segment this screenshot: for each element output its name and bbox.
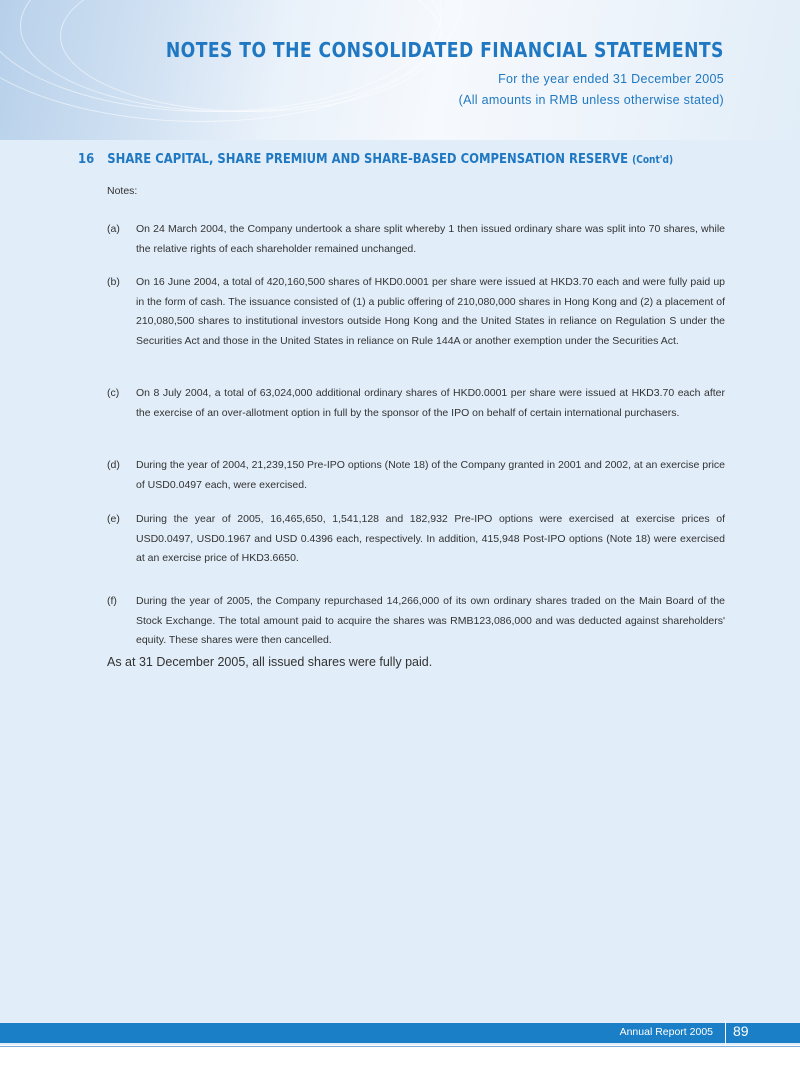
closing-statement: As at 31 December 2005, all issued shares were fully paid. [107,655,433,669]
note-item-f [107,592,725,651]
header-subtitle-period: For the year ended 31 December 2005 [498,72,724,86]
note-text: On 24 March 2004, the Company undertook a share split whereby 1 then issued ordinary share was split into 70 shares, while the relative rights of each shareholder remained unchanged. [136,223,725,255]
section-title: SHARE CAPITAL, SHARE PREMIUM AND SHARE-BASED COMPENSATION RESERVE [107,151,629,167]
page-number: 89 [733,1023,749,1039]
note-item-b [107,273,725,351]
note-text: During the year of 2005, the Company repurchased 14,266,000 of its own ordinary shares traded on the Main Board of the Stock Exchange. The total amount paid to acquire the shares was RMB123,086,000 and was deducted against shareholders' equity. These shares were then cancelled. [136,595,725,646]
note-label: (e) [107,513,120,525]
page-header-title: NOTES TO THE CONSOLIDATED FINANCIAL STATEMENTS [165,38,724,62]
note-text: On 16 June 2004, a total of 420,160,500 shares of HKD0.0001 per share were issued at HKD3.70 each and were fully paid up in the form of cash. The issuance consisted of (1) a public offering of 210,080,000 shares in Hong Kong and (2) a placement of 210,080,500 shares to institutional investors outside Hong Kong and the United States in reliance on Regulation S under the Securities Act and those in the United States in reliance on Rule 144A or another exemption under the Securities Act. [136,276,725,347]
header-banner [0,0,800,140]
notes-label: Notes: [107,185,138,197]
footer-divider [725,1021,726,1045]
note-item-a [107,220,725,259]
section-number: 16 [78,151,95,167]
note-item-d [107,456,725,495]
header-subtitle-currency: (All amounts in RMB unless otherwise stated) [458,93,724,107]
section-heading [78,151,673,167]
note-text: On 8 July 2004, a total of 63,024,000 additional ordinary shares of HKD0.0001 per share were issued at HKD3.70 each after the exercise of an over-allotment option in full by the sponsor of the IPO on behalf of certain international purchasers. [136,387,725,419]
note-label: (f) [107,595,117,607]
note-item-e [107,510,725,569]
note-text: During the year of 2005, 16,465,650, 1,541,128 and 182,932 Pre-IPO options were exercised at exercise prices of USD0.0497, USD0.1967 and USD 0.4396 each, respectively. In addition, 415,948 Post-IPO options (Note 18) were exercised at an exercise price of HKD3.6650. [136,513,725,564]
footer-rule [0,1046,800,1047]
note-text: During the year of 2004, 21,239,150 Pre-IPO options (Note 18) of the Company granted in 2001 and 2002, at an exercise price of USD0.0497 each, were exercised. [136,459,725,491]
footer-report-name: Annual Report 2005 [619,1026,713,1038]
note-label: (b) [107,276,120,288]
note-item-c [107,384,725,423]
section-contd-marker: (Cont'd) [632,154,674,166]
note-label: (c) [107,387,120,399]
note-label: (a) [107,223,120,235]
note-label: (d) [107,459,120,471]
